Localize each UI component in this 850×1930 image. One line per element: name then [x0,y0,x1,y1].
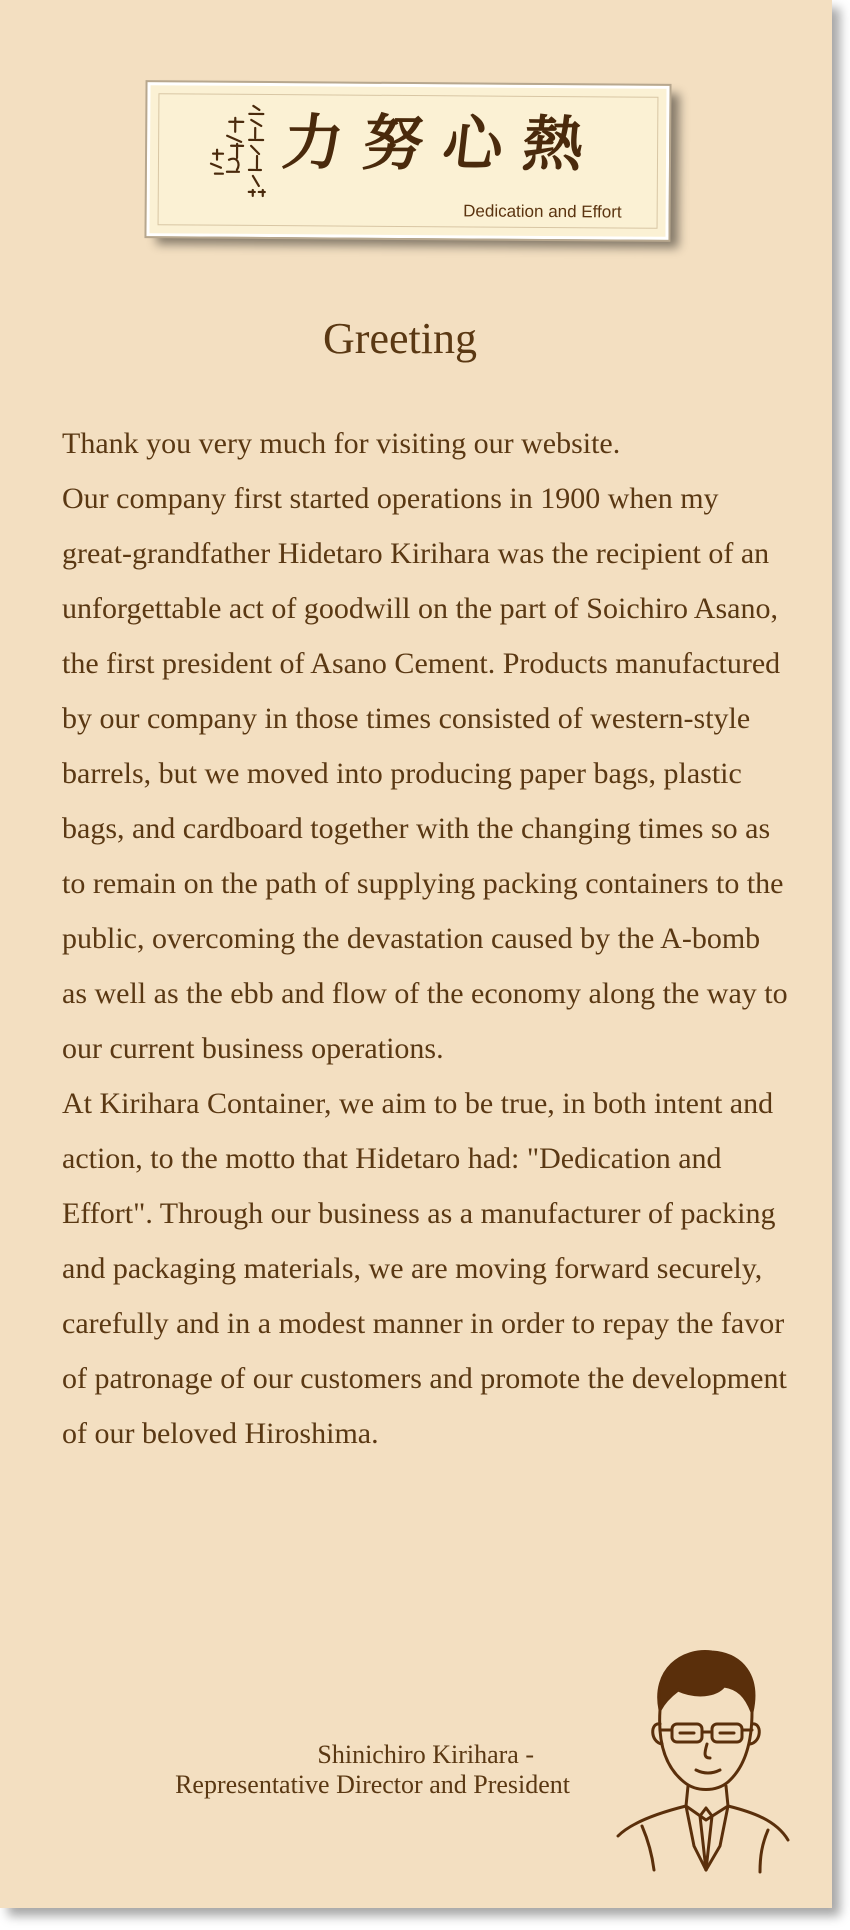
signature-name: Shinichiro Kirihara - [317,1740,534,1769]
greeting-paragraph: Thank you very much for visiting our website. [62,427,621,460]
greeting-paragraph: Our company first started operations in 1900 when my great-grandfather Hidetaro Kirihara was the recipient of an unforgettable act of goodwill on the part of Soichiro Asano, the first president of Asano Cement. Products manufactured by our company in those times consisted of western-style barrels, but we moved into producing paper bags, plastic bags, and cardboard together with the changing times so as to remain on the path of supplying packing containers to the public, overcoming the devastation caused by the A-bomb as well as the ebb and flow of the economy along the way to our current business operations. [62,482,788,1065]
signature-block [60,1740,570,1800]
page-title: Greeting [323,314,477,363]
greeting-paragraph: At Kirihara Container, we aim to be true, in both intent and action, to the motto that Hidetaro had: "Dedication and Effort". Through our business as a manufacturer of packing and packaging materials, we are moving forward securely, carefully and in a modest manner in order to repay the favor of patronage of our customers and promote the development of our beloved Hiroshima. [62,1087,787,1450]
calligraphy-plaque [146,82,669,240]
president-portrait-icon [612,1640,792,1875]
calligraphy-seal-icon [205,100,276,220]
plaque-caption: Dedication and Effort [463,201,622,222]
greeting-body [62,416,792,1461]
signature-role: Representative Director and President [175,1770,570,1799]
plaque-calligraphy: 力努心熱 [279,108,608,181]
